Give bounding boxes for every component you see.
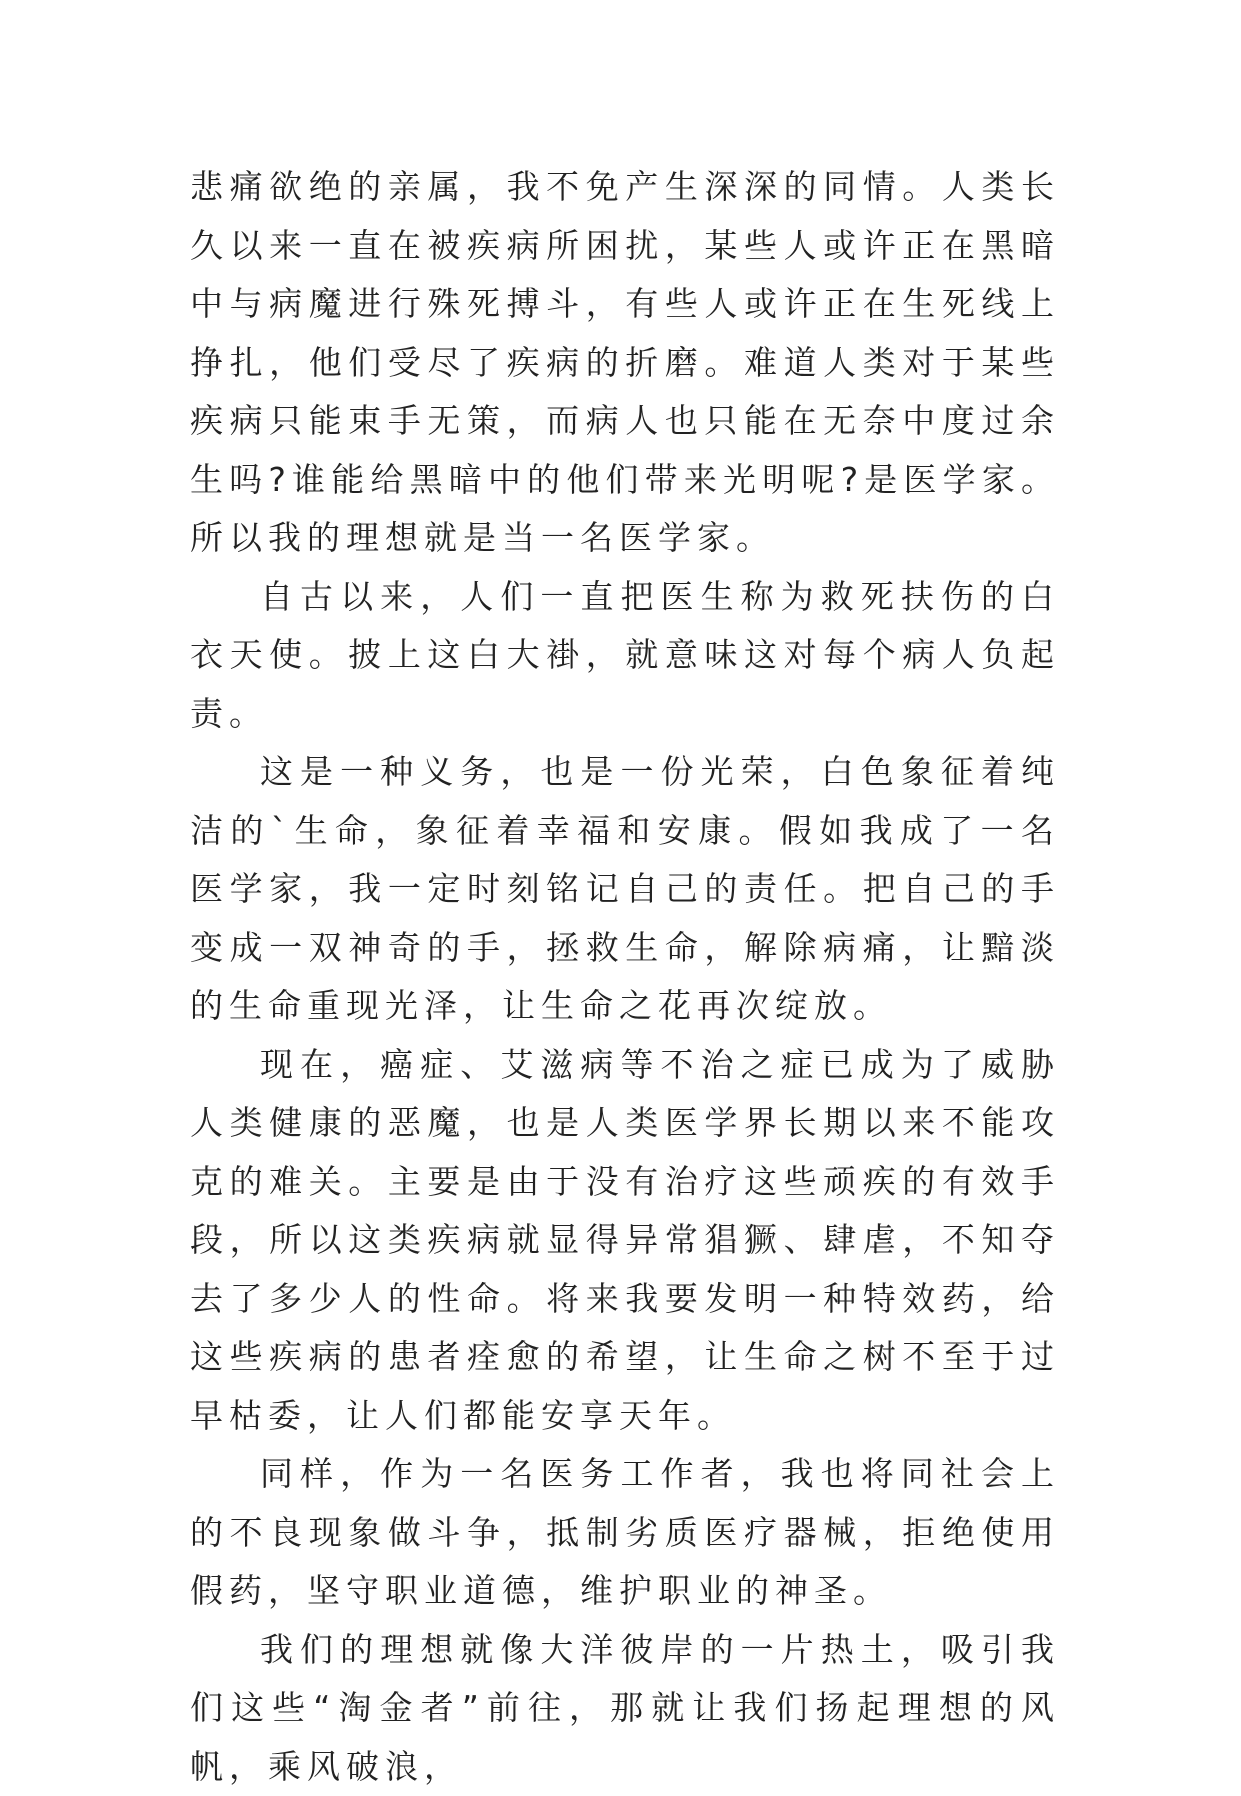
paragraph-5: 同样，作为一名医务工作者，我也将同社会上的不良现象做斗争，抵制劣质医疗器械，拒绝使用假药，坚守职业道德，维护职业的神圣。 bbox=[190, 1445, 1060, 1621]
paragraph-1: 悲痛欲绝的亲属，我不免产生深深的同情。人类长久以来一直在被疾病所困扰，某些人或许正在黑暗中与病魔进行殊死搏斗，有些人或许正在生死线上挣扎，他们受尽了疾病的折磨。难道人类对于某些疾病只能束手无策，而病人也只能在无奈中度过余生吗?谁能给黑暗中的他们带来光明呢?是医学家。所以我的理想就是当一名医学家。 bbox=[190, 158, 1060, 568]
paragraph-4: 现在，癌症、艾滋病等不治之症已成为了威胁人类健康的恶魔，也是人类医学界长期以来不能攻克的难关。主要是由于没有治疗这些顽疾的有效手段，所以这类疾病就显得异常猖獗、肆虐，不知夺去了多少人的性命。将来我要发明一种特效药，给这些疾病的患者痊愈的希望，让生命之树不至于过早枯委，让人们都能安享天年。 bbox=[190, 1036, 1060, 1446]
paragraph-2: 自古以来，人们一直把医生称为救死扶伤的白衣天使。披上这白大褂，就意味这对每个病人负起责。 bbox=[190, 568, 1060, 744]
paragraph-6: 我们的理想就像大洋彼岸的一片热土，吸引我们这些“淘金者”前往，那就让我们扬起理想的风帆，乘风破浪， bbox=[190, 1621, 1060, 1796]
document-page bbox=[190, 158, 1060, 1796]
paragraph-3: 这是一种义务，也是一份光荣，白色象征着纯洁的`生命，象征着幸福和安康。假如我成了一名医学家，我一定时刻铭记自己的责任。把自己的手变成一双神奇的手，拯救生命，解除病痛，让黯淡的生命重现光泽，让生命之花再次绽放。 bbox=[190, 743, 1060, 1036]
